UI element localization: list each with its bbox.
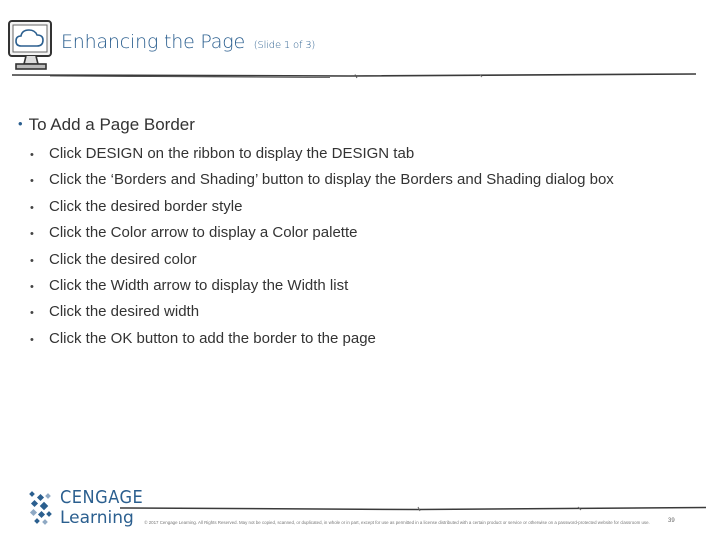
list-item (30, 329, 614, 355)
steps-list (30, 144, 614, 355)
step-text: Click the OK button to add the border to the page (49, 329, 376, 347)
list-item (30, 302, 614, 328)
slide-title (61, 31, 315, 53)
bullet-icon: • (30, 201, 34, 214)
list-item (30, 276, 614, 302)
list-item (30, 170, 614, 196)
list-item (30, 223, 614, 249)
bullet-icon: • (30, 228, 34, 241)
computer-monitor-cloud-icon (6, 16, 56, 74)
bullet-icon: • (30, 149, 34, 161)
main-bullet-text: To Add a Page Border (28, 115, 195, 134)
bullet-icon: • (18, 116, 23, 131)
title-divider (10, 68, 696, 84)
step-text: Click the desired border style (49, 197, 243, 215)
bullet-icon: • (30, 307, 34, 320)
list-item (30, 144, 614, 170)
logo-line2: Learning (60, 508, 134, 528)
footer-divider (118, 502, 708, 516)
step-text: Click the desired width (49, 303, 200, 321)
bullet-icon: • (30, 333, 34, 346)
page-number: 39 (668, 518, 675, 524)
cengage-logo-icon (28, 490, 56, 526)
step-text: Click DESIGN on the ribbon to display the DESIGN tab (49, 145, 415, 162)
bullet-icon: • (30, 175, 34, 188)
list-item (30, 197, 614, 223)
step-text: Click the ‘Borders and Shading’ button to display the Borders and Shading dialog box (49, 171, 614, 189)
main-bullet (18, 115, 195, 135)
step-text: Click the Width arrow to display the Width list (49, 276, 349, 294)
list-item (30, 250, 614, 276)
slide-subtitle: (Slide 1 of 3) (253, 40, 316, 51)
step-text: Click the desired color (49, 250, 197, 268)
bullet-icon: • (30, 280, 34, 293)
slide-title-text: Enhancing the Page (61, 31, 245, 53)
logo-line1: CENGAGE (60, 487, 144, 508)
step-text: Click the Color arrow to display a Color palette (49, 224, 358, 242)
bullet-icon: • (30, 254, 34, 267)
copyright-notice: © 2017 Cengage Learning. All Rights Reserved. May not be copied, scanned, or duplicated, in whole or in part, except for use as permitted in a license distributed with a certain product or service or otherwise on a password-protected website for classroom use. (144, 520, 650, 525)
